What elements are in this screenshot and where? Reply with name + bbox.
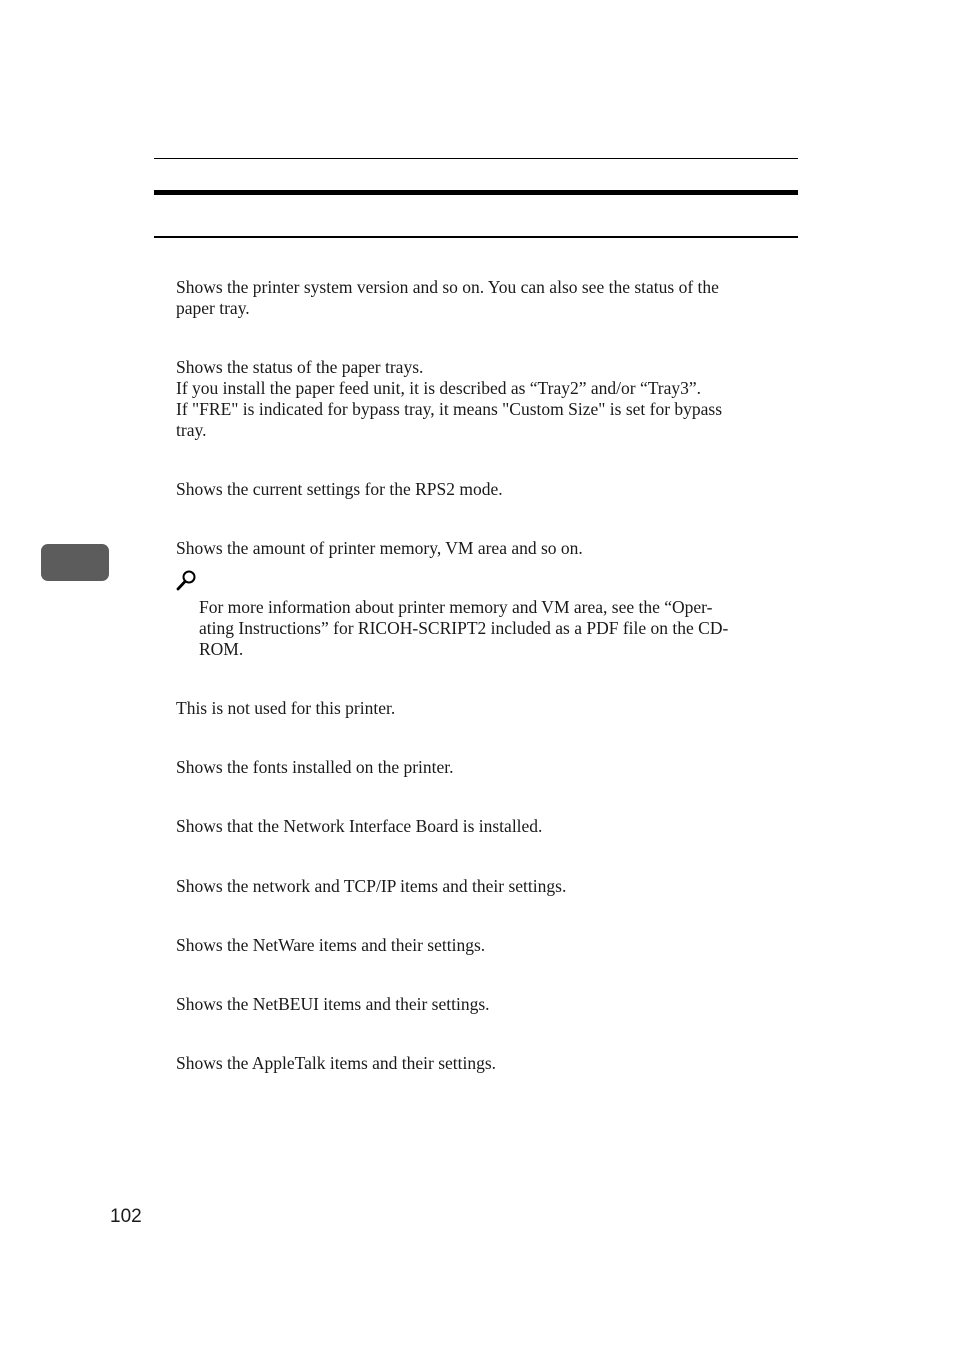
paragraph-tray: Shows the status of the paper trays. If you install the paper feed unit, it is described as “Tray2” and/or “Tray3”. If "FRE" is indicated for bypass tray, it means "Custom Size" is set for bypass tray.: [176, 357, 723, 440]
paragraph-not-used: This is not used for this printer.: [176, 698, 396, 718]
header-rule-thick: [154, 190, 798, 195]
paragraph-network-interface-board: Shows that the Network Interface Board is installed.: [176, 816, 543, 836]
paragraph-memory: Shows the amount of printer memory, VM area and so on.: [176, 538, 583, 558]
paragraph-rps2: Shows the current settings for the RPS2 mode.: [176, 479, 503, 499]
paragraph-tcpip: Shows the network and TCP/IP items and their settings.: [176, 876, 567, 896]
reference-note: For more information about printer memory and VM area, see the “Oper- ating Instructions” for RICOH-SCRIPT2 included as a PDF file on the CD- ROM.: [199, 597, 729, 659]
header-rule-bottom: [154, 236, 798, 238]
paragraph-fonts: Shows the fonts installed on the printer.: [176, 757, 454, 777]
page-number: 102: [110, 1206, 142, 1227]
paragraph-netware: Shows the NetWare items and their settings.: [176, 935, 486, 955]
chapter-tab: [41, 544, 109, 581]
header-rule-top: [154, 158, 798, 159]
paragraph-system: Shows the printer system version and so on. You can also see the status of the paper tray.: [176, 277, 719, 318]
paragraph-appletalk: Shows the AppleTalk items and their settings.: [176, 1053, 497, 1073]
paragraph-netbeui: Shows the NetBEUI items and their settings.: [176, 994, 490, 1014]
magnifier-icon: [176, 569, 198, 591]
